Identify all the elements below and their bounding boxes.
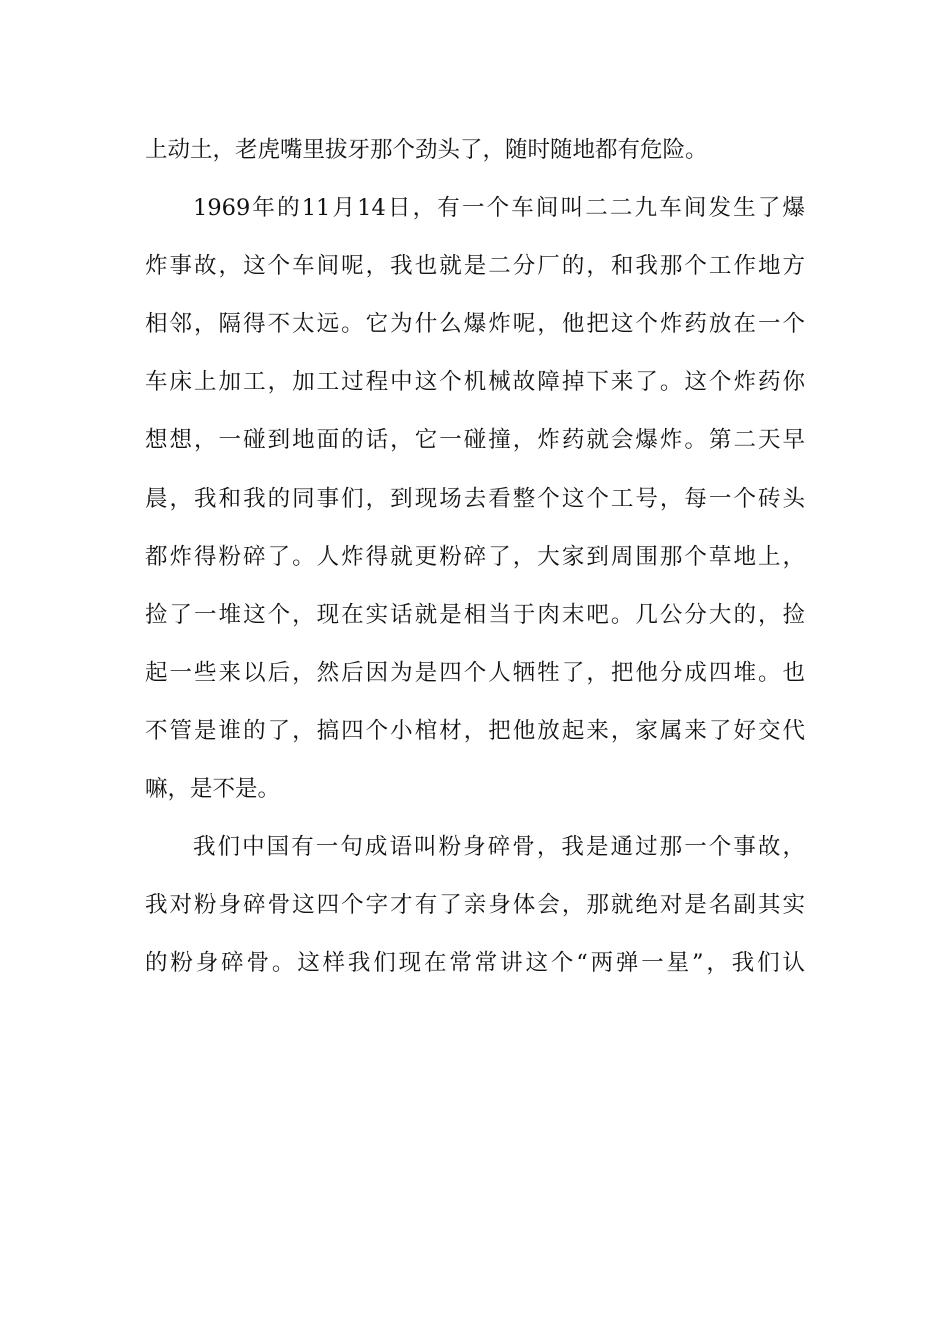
text-line: 车床上加工，加工过程中这个机械故障掉下来了。这个炸药你 [145, 369, 805, 396]
text-line: 想想，一碰到地面的话，它一碰撞，炸药就会爆炸。第二天早 [145, 427, 805, 454]
text-line: 嘛，是不是。 [145, 776, 281, 803]
text-line: 上动土，老虎嘴里拔牙那个劲头了，随时随地都有危险。 [145, 137, 708, 163]
text-line: 捡了一堆这个，现在实话就是相当于肉末吧。几公分大的，捡 [145, 601, 805, 628]
text-line: 我对粉身碎骨这四个字才有了亲身体会，那就绝对是名副其实 [145, 892, 805, 919]
text-line: 的粉身碎骨。这样我们现在常常讲这个“两弹一星”，我们认 [145, 950, 805, 977]
text-line: 炸事故，这个车间呢，我也就是二分厂的，和我那个工作地方 [145, 253, 805, 280]
text-line: 都炸得粉碎了。人炸得就更粉碎了，大家到周围那个草地上， [145, 543, 805, 570]
text-line: 不管是谁的了，搞四个小棺材，把他放起来，家属来了好交代 [145, 717, 805, 744]
text-line: 我们中国有一句成语叫粉身碎骨，我是通过那一个事故， [193, 834, 805, 861]
text-line: 相邻，隔得不太远。它为什么爆炸呢，他把这个炸药放在一个 [145, 311, 805, 338]
body-text [145, 128, 805, 999]
text-line: 晨，我和我的同事们，到现场去看整个这个工号，每一个砖头 [145, 485, 805, 512]
text-line: 起一些来以后，然后因为是四个人牺牲了，把他分成四堆。也 [145, 659, 805, 686]
text-line: 1969年的11月14日，有一个车间叫二二九车间发生了爆 [193, 195, 805, 222]
